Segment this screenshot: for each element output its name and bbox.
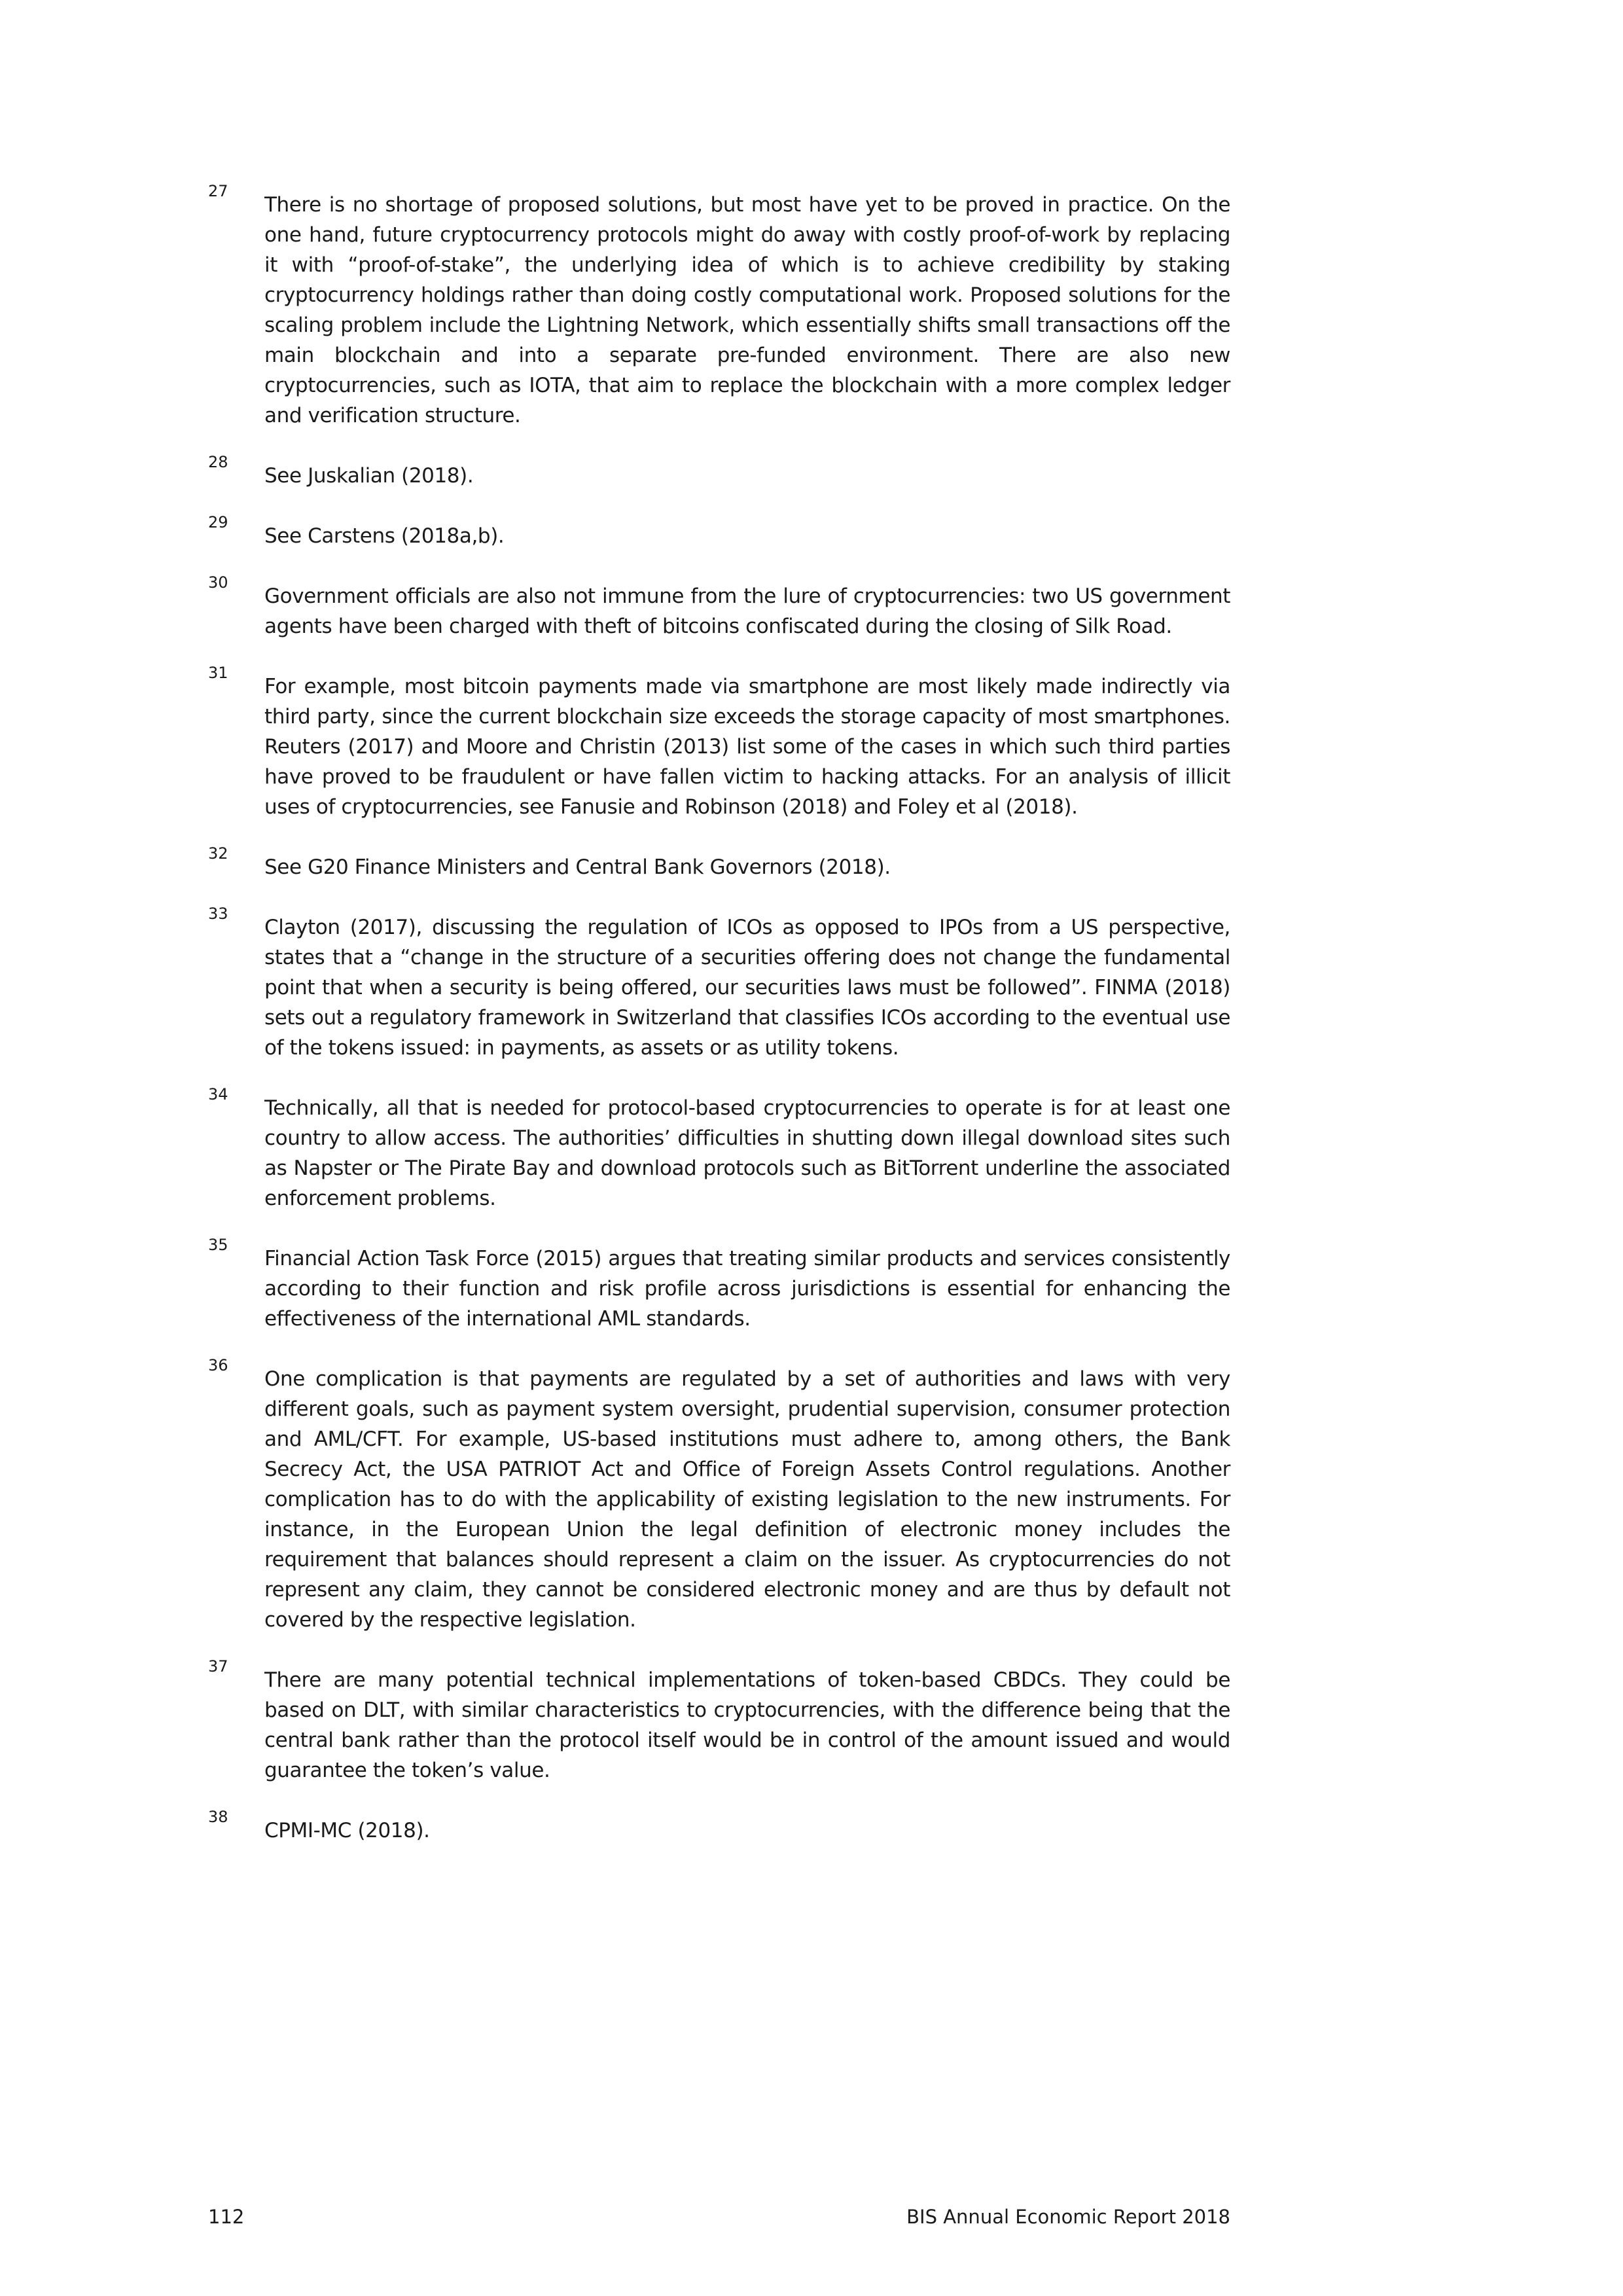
footnote-34 xyxy=(208,1085,1230,1213)
footnote-29 xyxy=(208,513,1230,551)
footnote-38 xyxy=(208,1808,1230,1846)
footnote-text: There are many potential technical implementations of token-based CBDCs. They could be based on DLT, with similar characteristics to cryptocurrencies, with the difference being that the central bank rather than the protocol itself would be in control of the amount issued and would guarantee the token’s value. xyxy=(264,1668,1230,1782)
footnote-28 xyxy=(208,453,1230,491)
footnote-number: 27 xyxy=(208,182,228,200)
footnote-number: 29 xyxy=(208,513,228,531)
footnote-number: 37 xyxy=(208,1657,228,1676)
footnote-text: CPMI-MC (2018). xyxy=(264,1819,430,1842)
footnote-text: See G20 Finance Ministers and Central Bank Governors (2018). xyxy=(264,855,891,879)
page-footer xyxy=(208,2206,1230,2228)
footnote-30 xyxy=(208,573,1230,641)
publication-title: BIS Annual Economic Report 2018 xyxy=(906,2206,1230,2228)
footnote-text: Financial Action Task Force (2015) argues that treating similar products and services consistently according to their function and risk profile across jurisdictions is essential for enhancing the effectiveness of the international AML standards. xyxy=(264,1247,1230,1331)
footnote-33 xyxy=(208,905,1230,1063)
footnote-number: 36 xyxy=(208,1356,228,1374)
footnote-text: See Juskalian (2018). xyxy=(264,464,474,488)
footnote-number: 28 xyxy=(208,453,228,471)
footnote-text: There is no shortage of proposed solutions, but most have yet to be proved in practice. On the one hand, future cryptocurrency protocols might do away with costly proof-of-work by replacing it with “proof-of-stake”, the underlying idea of which is to achieve credibility by staking cryptocurrency holdings rather than doing costly computational work. Proposed solutions for the scaling problem include the Lightning Network, which essentially shifts small transactions off the main blockchain and into a separate pre-funded environment. There are also new cryptocurrencies, such as IOTA, that aim to replace the blockchain with a more complex ledger and verification structure. xyxy=(264,193,1230,427)
footnote-31 xyxy=(208,664,1230,822)
footnote-text: For example, most bitcoin payments made via smartphone are most likely made indirectly via third party, since the current blockchain size exceeds the storage capacity of most smartphones. Reuters (2017) and Moore and Christin (2013) list some of the cases in which such third parties have proved to be fraudulent or have fallen victim to hacking attacks. For an analysis of illicit uses of cryptocurrencies, see Fanusie and Robinson (2018) and Foley et al (2018). xyxy=(264,675,1230,819)
footnote-number: 35 xyxy=(208,1236,228,1254)
footnote-text: Technically, all that is needed for protocol-based cryptocurrencies to operate is for at least one country to allow access. The authorities’ difficulties in shutting down illegal download sites such as Napster or The Pirate Bay and download protocols such as BitTorrent underline the associated enforcement problems. xyxy=(264,1096,1230,1210)
footnote-text: See Carstens (2018a,b). xyxy=(264,524,505,548)
footnote-number: 38 xyxy=(208,1808,228,1826)
footnote-37 xyxy=(208,1657,1230,1785)
page-number: 112 xyxy=(208,2206,245,2228)
footnotes-list xyxy=(208,182,1230,1876)
footnote-number: 31 xyxy=(208,664,228,682)
footnote-35 xyxy=(208,1236,1230,1334)
footnote-27 xyxy=(208,182,1230,431)
footnote-number: 30 xyxy=(208,573,228,592)
footnote-32 xyxy=(208,844,1230,882)
footnote-number: 33 xyxy=(208,905,228,923)
footnote-text: One complication is that payments are regulated by a set of authorities and laws with very different goals, such as payment system oversight, prudential supervision, consumer protection and AML/CFT. For example, US-based institutions must adhere to, among others, the Bank Secrecy Act, the USA PATRIOT Act and Office of Foreign Assets Control regulations. Another complication has to do with the applicability of existing legislation to the new instruments. For instance, in the European Union the legal definition of electronic money includes the requirement that balances should represent a claim on the issuer. As cryptocurrencies do not represent any claim, they cannot be considered electronic money and are thus by default not covered by the respective legislation. xyxy=(264,1367,1230,1632)
footnote-text: Government officials are also not immune from the lure of cryptocurrencies: two US government agents have been charged with theft of bitcoins confiscated during the closing of Silk Road. xyxy=(264,584,1230,638)
footnote-36 xyxy=(208,1356,1230,1635)
footnote-text: Clayton (2017), discussing the regulation of ICOs as opposed to IPOs from a US perspective, states that a “change in the structure of a securities offering does not change the fundamental point that when a security is being offered, our securities laws must be followed”. FINMA (2018) sets out a regulatory framework in Switzerland that classifies ICOs according to the eventual use of the tokens issued: in payments, as assets or as utility tokens. xyxy=(264,916,1230,1060)
footnote-number: 34 xyxy=(208,1085,228,1103)
footnote-number: 32 xyxy=(208,844,228,863)
